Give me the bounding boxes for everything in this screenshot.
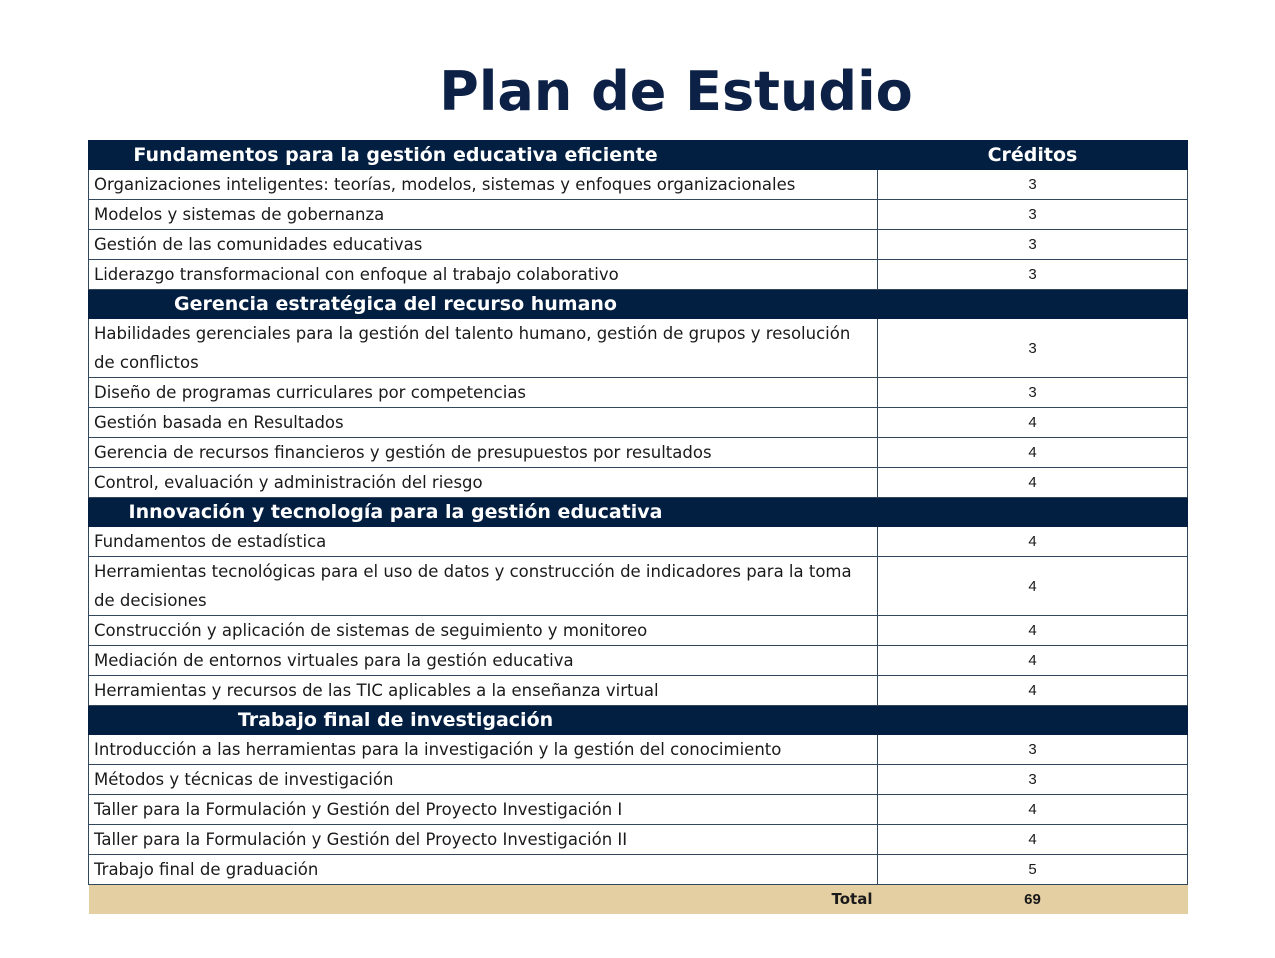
table-row: [89, 825, 1188, 855]
course-credits: 4: [878, 557, 1188, 616]
course-name: Trabajo final de graduación: [89, 855, 878, 885]
table-row: [89, 765, 1188, 795]
course-credits: 4: [878, 646, 1188, 676]
course-credits: 4: [878, 825, 1188, 855]
course-name: Fundamentos de estadística: [89, 527, 878, 557]
table-row: [89, 855, 1188, 885]
course-name: Construcción y aplicación de sistemas de seguimiento y monitoreo: [89, 616, 878, 646]
section-title: Innovación y tecnología para la gestión educativa: [89, 498, 878, 527]
course-credits: 3: [878, 765, 1188, 795]
course-credits: 3: [878, 170, 1188, 200]
table-row: [89, 260, 1188, 290]
section-title: Fundamentos para la gestión educativa eficiente: [89, 141, 878, 170]
course-credits: 4: [878, 795, 1188, 825]
course-credits: 4: [878, 616, 1188, 646]
table-row: [89, 468, 1188, 498]
course-name: Modelos y sistemas de gobernanza: [89, 200, 878, 230]
course-name: Gestión de las comunidades educativas: [89, 230, 878, 260]
course-credits: 4: [878, 527, 1188, 557]
table-row: [89, 795, 1188, 825]
course-credits: 4: [878, 408, 1188, 438]
course-credits: 3: [878, 735, 1188, 765]
course-credits: 3: [878, 260, 1188, 290]
course-credits: 3: [878, 230, 1188, 260]
page-title: Plan de Estudio: [439, 60, 913, 123]
course-name: Herramientas y recursos de las TIC aplicables a la enseñanza virtual: [89, 676, 878, 706]
table-row: [89, 200, 1188, 230]
section-credits-blank: [878, 498, 1188, 527]
credits-column-header: Créditos: [878, 141, 1188, 170]
course-name: Liderazgo transformacional con enfoque al trabajo colaborativo: [89, 260, 878, 290]
course-name: Habilidades gerenciales para la gestión del talento humano, gestión de grupos y resolución de conflictos: [89, 319, 878, 378]
course-name: Organizaciones inteligentes: teorías, modelos, sistemas y enfoques organizacionales: [89, 170, 878, 200]
section-header-row: [89, 706, 1188, 735]
total-row: [89, 885, 1188, 915]
course-name: Gestión basada en Resultados: [89, 408, 878, 438]
course-name: Mediación de entornos virtuales para la gestión educativa: [89, 646, 878, 676]
course-credits: 3: [878, 200, 1188, 230]
study-plan-table: [88, 140, 1188, 914]
section-header-row: [89, 141, 1188, 170]
section-header-row: [89, 290, 1188, 319]
course-credits: 4: [878, 438, 1188, 468]
table-row: [89, 230, 1188, 260]
table-row: [89, 557, 1188, 616]
course-name: Herramientas tecnológicas para el uso de datos y construcción de indicadores para la toma de decisiones: [89, 557, 878, 616]
course-name: Taller para la Formulación y Gestión del Proyecto Investigación I: [89, 795, 878, 825]
table-row: [89, 438, 1188, 468]
table-row: [89, 319, 1188, 378]
course-name: Control, evaluación y administración del riesgo: [89, 468, 878, 498]
table-row: [89, 616, 1188, 646]
table-row: [89, 646, 1188, 676]
table-row: [89, 378, 1188, 408]
table-row: [89, 527, 1188, 557]
course-name: Taller para la Formulación y Gestión del Proyecto Investigación II: [89, 825, 878, 855]
course-credits: 4: [878, 468, 1188, 498]
section-header-row: [89, 498, 1188, 527]
course-credits: 4: [878, 676, 1188, 706]
course-credits: 5: [878, 855, 1188, 885]
table-row: [89, 735, 1188, 765]
course-name: Gerencia de recursos financieros y gestión de presupuestos por resultados: [89, 438, 878, 468]
table-row: [89, 676, 1188, 706]
course-name: Diseño de programas curriculares por competencias: [89, 378, 878, 408]
section-title: Gerencia estratégica del recurso humano: [89, 290, 878, 319]
course-credits: 3: [878, 319, 1188, 378]
course-credits: 3: [878, 378, 1188, 408]
total-value: 69: [878, 885, 1188, 915]
table-row: [89, 170, 1188, 200]
course-name: Métodos y técnicas de investigación: [89, 765, 878, 795]
course-name: Introducción a las herramientas para la investigación y la gestión del conocimiento: [89, 735, 878, 765]
section-credits-blank: [878, 290, 1188, 319]
section-credits-blank: [878, 706, 1188, 735]
table-row: [89, 408, 1188, 438]
total-label: Total: [89, 885, 878, 915]
section-title: Trabajo final de investigación: [89, 706, 878, 735]
